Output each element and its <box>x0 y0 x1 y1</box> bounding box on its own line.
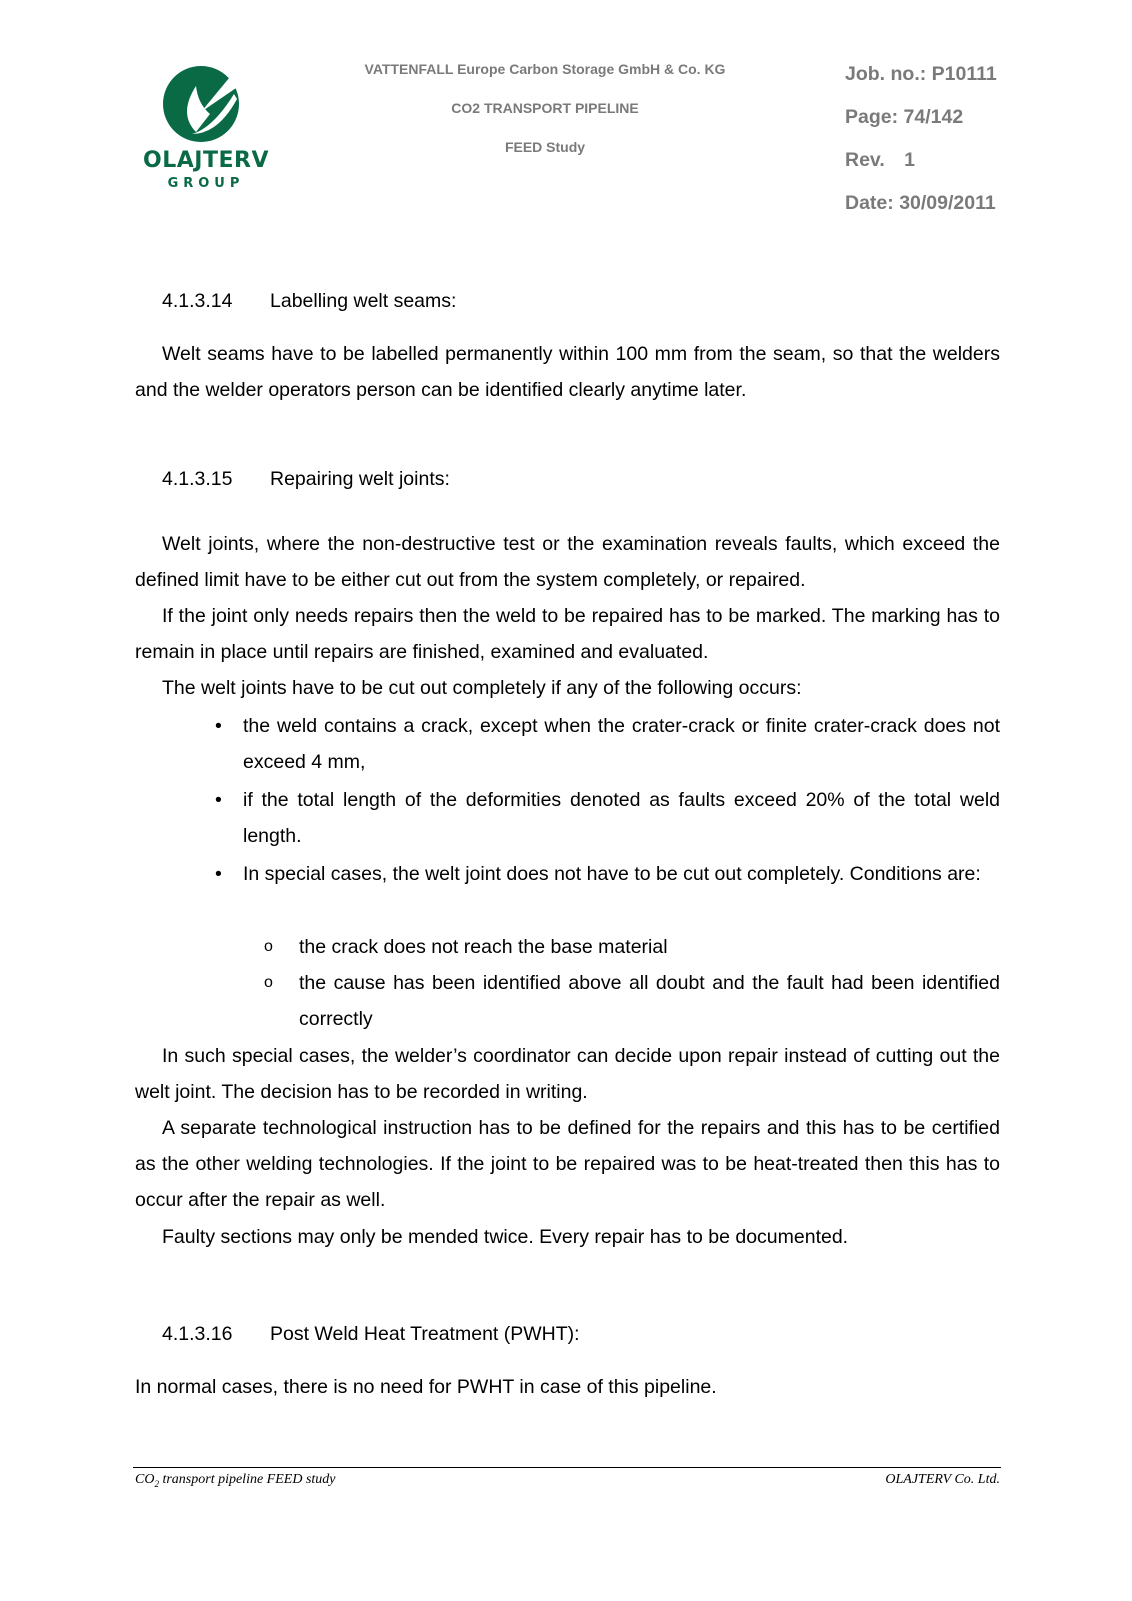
list-item: In special cases, the welt joint does not have to be cut out completely. Conditions are: <box>243 863 981 885</box>
paragraph: Welt seams have to be labelled permanently within 100 mm from the seam, so that the welders and the welder operators person can be identified clearly anytime later. <box>135 343 1000 401</box>
paragraph: In normal cases, there is no need for PWHT in case of this pipeline. <box>135 1376 717 1398</box>
list-item: the weld contains a crack, except when the crater-crack or finite crater-crack does not exceed 4 mm, <box>243 715 1000 773</box>
leaf-logo-icon <box>138 64 274 148</box>
date-value: 30/09/2011 <box>899 192 996 214</box>
date-label: Date: <box>845 192 894 214</box>
section-title: Post Weld Heat Treatment (PWHT): <box>270 1323 580 1345</box>
bullet-icon: • <box>215 789 222 811</box>
date <box>845 192 996 215</box>
paragraph: In such special cases, the welder’s coordinator can decide upon repair instead of cutting out the welt joint. The decision has to be recorded in writing. <box>135 1045 1000 1103</box>
section-heading-16 <box>162 1323 580 1346</box>
rev-label: Rev. <box>845 149 885 171</box>
footer-left <box>135 1472 336 1489</box>
olajterv-logo <box>138 64 278 194</box>
circle-bullet-icon: o <box>264 974 273 991</box>
section-heading-14 <box>162 290 456 313</box>
footer-co: CO <box>135 1472 155 1487</box>
footer-right: OLAJTERV Co. Ltd. <box>885 1472 1000 1487</box>
section-number: 4.1.3.15 <box>162 468 233 490</box>
page-number <box>845 106 963 129</box>
paragraph: Welt joints, where the non-destructive test or the examination reveals faults, which exceed the defined limit have to be either cut out from the system completely, or repaired. <box>135 533 1000 591</box>
header-company: VATTENFALL Europe Carbon Storage GmbH & Co. KG <box>364 61 726 77</box>
footer-left-text: transport pipeline FEED study <box>158 1472 336 1487</box>
page-label: Page: <box>845 106 899 128</box>
paragraph: Faulty sections may only be mended twice. Every repair has to be documented. <box>162 1226 849 1248</box>
section-number: 4.1.3.16 <box>162 1323 233 1345</box>
section-title: Labelling welt seams: <box>270 290 457 312</box>
footer-subscript: 2 <box>154 1478 159 1489</box>
revision <box>845 149 915 172</box>
footer-divider <box>133 1467 1001 1468</box>
bullet-icon: • <box>215 715 222 737</box>
bullet-icon: • <box>215 863 222 885</box>
job-number <box>845 63 997 86</box>
section-number: 4.1.3.14 <box>162 290 233 312</box>
job-value: P10111 <box>931 63 997 85</box>
sub-list-item: the cause has been identified above all doubt and the fault had been identified correctly <box>299 972 1000 1030</box>
circle-bullet-icon: o <box>264 938 273 955</box>
header-project: CO2 TRANSPORT PIPELINE <box>451 100 639 116</box>
logo-group: GROUP <box>167 176 245 191</box>
paragraph: The welt joints have to be cut out completely if any of the following occurs: <box>162 677 802 699</box>
list-item: if the total length of the deformities denoted as faults exceed 20% of the total weld length. <box>243 789 1000 847</box>
logo-name: OLAJTERV <box>143 148 269 173</box>
paragraph: If the joint only needs repairs then the weld to be repaired has to be marked. The marking has to remain in place until repairs are finished, examined and evaluated. <box>135 605 1000 663</box>
section-heading-15 <box>162 468 450 491</box>
page-value: 74/142 <box>903 106 964 128</box>
section-title: Repairing welt joints: <box>270 468 450 490</box>
job-label: Job. no.: <box>845 63 927 85</box>
rev-value: 1 <box>904 149 916 171</box>
paragraph: A separate technological instruction has to be defined for the repairs and this has to be certified as the other welding technologies. If the joint to be repaired was to be heat-treated then this has to occur after the repair as well. <box>135 1117 1000 1211</box>
sub-list-item: the crack does not reach the base material <box>299 936 668 958</box>
header-study: FEED Study <box>504 139 586 155</box>
